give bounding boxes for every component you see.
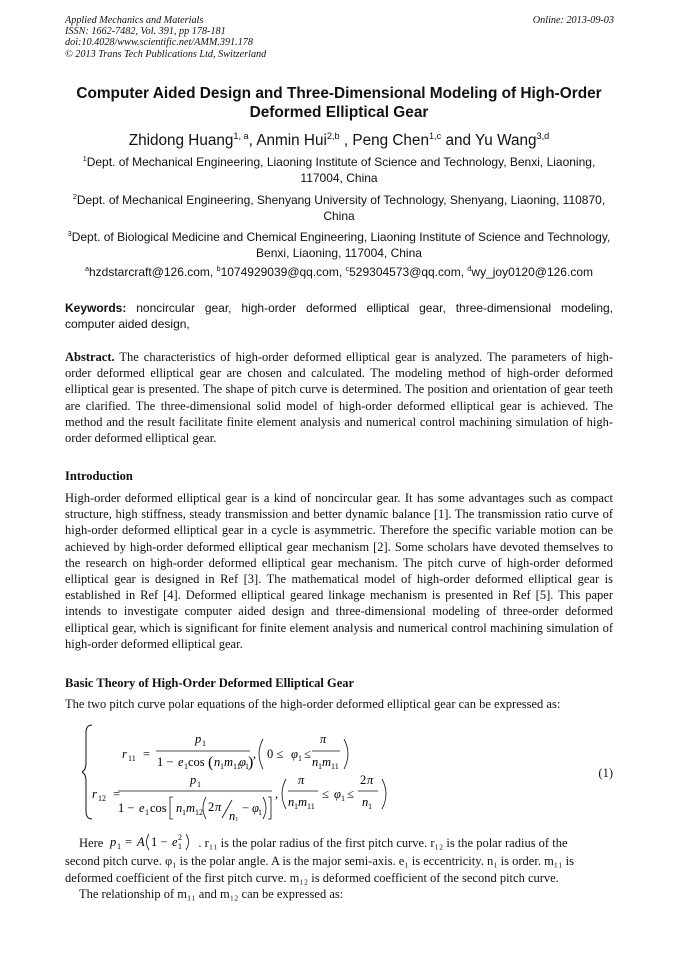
- svg-text:r: r: [92, 787, 97, 801]
- affiliation-text: Dept. of Mechanical Engineering, Shenyang University of Technology, Shenyang, Liaoning, 110870, China: [76, 193, 606, 223]
- email: 529304573@qq.com,: [349, 265, 465, 279]
- affiliation-sup: 2: [72, 192, 77, 201]
- here-rest: . r₁₁ is the polar radius of the first pitch curve. r₁₂ is the polar radius of the: [198, 836, 568, 850]
- journal-name: Applied Mechanics and Materials: [65, 15, 204, 26]
- svg-text:A: A: [137, 835, 146, 849]
- affiliation: [60, 230, 618, 261]
- svg-text:1: 1: [341, 794, 345, 803]
- abstract-text: The characteristics of high-order deformed elliptical gear is analyzed. The parameters of high-order deformed elliptical gear are chosen and calculated. The modeling method of high-order deformed elliptical gear is presented. The shape of pitch curve is determined. The position and orientation of gear teeth are clarified. The three-dimensional solid model of high-order deformed elliptical gear is achieved. The method and the result facilitate finite element analysis and numerical control machining simulation of high-order deformed elliptical gear.: [65, 350, 613, 446]
- abstract-label: Abstract.: [65, 350, 115, 364]
- svg-text:2: 2: [208, 800, 215, 814]
- svg-text:1 −: 1 −: [118, 801, 135, 815]
- svg-text:e: e: [172, 835, 178, 849]
- equation-number: (1): [598, 766, 613, 780]
- here-word: Here: [79, 836, 104, 850]
- keywords-text: noncircular gear, high-order deformed elliptical gear, three-dimensional modeling, computer aided design,: [65, 301, 613, 331]
- svg-text:,: ,: [275, 787, 279, 801]
- svg-text:n: n: [214, 755, 221, 769]
- email-list: [40, 265, 638, 280]
- email-sup: d: [467, 264, 472, 273]
- svg-text:11: 11: [307, 802, 315, 811]
- p1-formula: [106, 833, 198, 851]
- svg-text:=: =: [125, 835, 133, 849]
- author-name: Zhidong Huang: [128, 132, 234, 149]
- svg-text:1: 1: [197, 780, 201, 789]
- svg-text:1: 1: [318, 762, 322, 771]
- affiliation-sup: 3: [67, 229, 72, 238]
- introduction-heading: Introduction: [65, 469, 133, 483]
- author-sup: 2,b: [326, 130, 340, 141]
- equation-1: [82, 721, 614, 821]
- basic-theory-heading: Basic Theory of High-Order Deformed Elliptical Gear: [65, 676, 355, 690]
- author-list: Zhidong Huang$^{1, a}$, Anmin Hui$^{2,b}$ , Peng Chen$^{1,c}$ and Yu Wang$^{3,d}$: [128, 130, 550, 149]
- email: 1074929039@qq.com,: [220, 265, 343, 279]
- svg-text:≤: ≤: [304, 747, 311, 761]
- svg-text:n: n: [288, 795, 295, 809]
- keywords: [65, 301, 613, 332]
- svg-text:1: 1: [235, 816, 239, 821]
- svg-text:): ): [248, 754, 254, 771]
- svg-text:1 −: 1 −: [151, 835, 168, 849]
- svg-text:≤: ≤: [322, 787, 329, 801]
- svg-text:m: m: [298, 795, 308, 809]
- svg-text:,: ,: [253, 747, 257, 761]
- svg-text:m: m: [224, 755, 234, 769]
- svg-text:1: 1: [298, 754, 302, 763]
- doi: doi:10.4028/www.scientific.net/AMM.391.178: [65, 37, 253, 49]
- affiliation-text: Dept. of Mechanical Engineering, Liaoning Institute of Science and Technology, Benxi, Liaoning, 117004, China: [86, 155, 596, 185]
- svg-text:n: n: [312, 755, 319, 769]
- email-sup: a: [85, 264, 89, 273]
- definition-line: second pitch curve. φ₁ is the polar angle. A is the major semi-axis. e₁ is eccentricity. n₁ is order. m₁₁ is: [65, 854, 574, 868]
- svg-text:p: p: [190, 773, 197, 787]
- copyright: © 2013 Trans Tech Publications Ltd, Switzerland: [65, 48, 267, 60]
- svg-text:0 ≤: 0 ≤: [267, 747, 284, 761]
- svg-text:π: π: [320, 732, 327, 746]
- svg-text:φ: φ: [334, 787, 341, 801]
- svg-text:1: 1: [178, 842, 183, 851]
- svg-text:m: m: [322, 755, 332, 769]
- issn: ISSN: 1662-7482, Vol. 391, pp 178-181: [65, 26, 226, 38]
- svg-text:n: n: [176, 801, 183, 815]
- svg-text:1: 1: [145, 808, 149, 817]
- svg-text:p: p: [195, 732, 202, 746]
- svg-text:π: π: [298, 773, 305, 787]
- introduction-text: High-order deformed elliptical gear is a kind of noncircular gear. It has some advantages such as compact structure, high stiffness, steady transmission and better dynamic balance [1]. The transmission ratio curve of high-order deformed elliptical gear in a cycle is asymmetric. Therefore the specific variable motion can be achieved by high-order deformed elliptical gear mechanism [2]. Some scholars have devoted themselves to the research on high-order deformed elliptical gear mechanism. The pitch curve of high-order deformed elliptical gear is designed in Ref [3]. The mathematical model of high-order deformed elliptical gear is established in Ref [4]. Deformed elliptical geared linkage mechanism is presented in Ref [5]. This paper intends to investigate computer aided design and three-dimensional modeling of three-order deformed elliptical gear, which is significant for finite element analysis and numerical control machining simulation of high-order deformed elliptical gear.: [65, 491, 613, 651]
- svg-text:2: 2: [360, 773, 367, 787]
- svg-text:φ: φ: [252, 801, 259, 815]
- svg-text:−: −: [242, 801, 250, 815]
- svg-text:=: =: [143, 747, 151, 761]
- svg-text:cos: cos: [150, 801, 167, 815]
- left-brace: [82, 725, 92, 819]
- author-name: Anmin Hui: [256, 132, 327, 149]
- svg-text:12: 12: [195, 808, 203, 817]
- definition-line: deformed coefficient of the first pitch curve. m₁₂ is deformed coefficient of the second pitch curve.: [65, 871, 559, 885]
- email-sup: b: [216, 264, 221, 273]
- svg-text:1: 1: [117, 842, 122, 851]
- keywords-label: Keywords:: [65, 301, 127, 315]
- svg-text:1: 1: [202, 739, 206, 748]
- svg-text:(: (: [208, 754, 214, 771]
- svg-text:1: 1: [184, 762, 188, 771]
- svg-text:1: 1: [258, 808, 262, 817]
- basic-theory-intro: The two pitch curve polar equations of the high-order deformed elliptical gear can be expressed as:: [65, 697, 561, 711]
- svg-text:=: =: [113, 787, 121, 801]
- svg-text:11: 11: [331, 762, 339, 771]
- svg-text:m: m: [186, 801, 196, 815]
- relationship-line: The relationship of m₁₁ and m₁₂ can be expressed as:: [79, 887, 344, 901]
- journal-header: [65, 15, 266, 60]
- svg-text:11: 11: [128, 754, 136, 763]
- svg-text:p: p: [110, 835, 117, 849]
- online-date: Online: 2013-09-03: [532, 15, 614, 26]
- author-sup: 1, a: [233, 130, 249, 141]
- svg-text:1: 1: [368, 802, 372, 811]
- svg-text:π: π: [215, 800, 222, 814]
- author-name: Peng Chen: [352, 132, 429, 149]
- paper-title: Computer Aided Design and Three-Dimensional Modeling of High-Order Deformed Elliptical Gear: [76, 85, 602, 121]
- affiliation-sup: 1: [82, 154, 87, 163]
- svg-text:1: 1: [182, 808, 186, 817]
- affiliation: [60, 155, 618, 186]
- svg-text:12: 12: [98, 794, 106, 803]
- svg-text:π: π: [367, 773, 374, 787]
- svg-text:φ: φ: [291, 747, 298, 761]
- author-sup: 3,d: [536, 130, 550, 141]
- author-sup: 1,c: [428, 130, 442, 141]
- svg-text:cos: cos: [188, 755, 205, 769]
- email-sup: c: [345, 264, 350, 273]
- svg-text:e: e: [178, 755, 184, 769]
- svg-text:n: n: [229, 809, 236, 821]
- svg-text:2: 2: [178, 833, 183, 842]
- svg-text:1: 1: [220, 762, 224, 771]
- svg-text:e: e: [139, 801, 145, 815]
- svg-text:≤: ≤: [347, 787, 354, 801]
- svg-text:r: r: [122, 747, 127, 761]
- here-line: [65, 833, 613, 851]
- svg-text:n: n: [362, 795, 369, 809]
- svg-text:1: 1: [245, 762, 249, 771]
- svg-text:11: 11: [233, 762, 241, 771]
- svg-text:φ: φ: [239, 755, 246, 769]
- affiliation-text: Dept. of Biological Medicine and Chemical Engineering, Liaoning Institute of Science and Technology, Benxi, Liaoning, 117004, China: [71, 230, 611, 260]
- email: hzdstarcraft@126.com,: [89, 265, 214, 279]
- affiliation: [60, 193, 618, 224]
- svg-text:1 −: 1 −: [157, 755, 174, 769]
- abstract: [65, 349, 613, 446]
- email: wy_joy0120@126.com: [471, 265, 593, 279]
- author-name: Yu Wang: [474, 132, 537, 149]
- svg-text:1: 1: [294, 802, 298, 811]
